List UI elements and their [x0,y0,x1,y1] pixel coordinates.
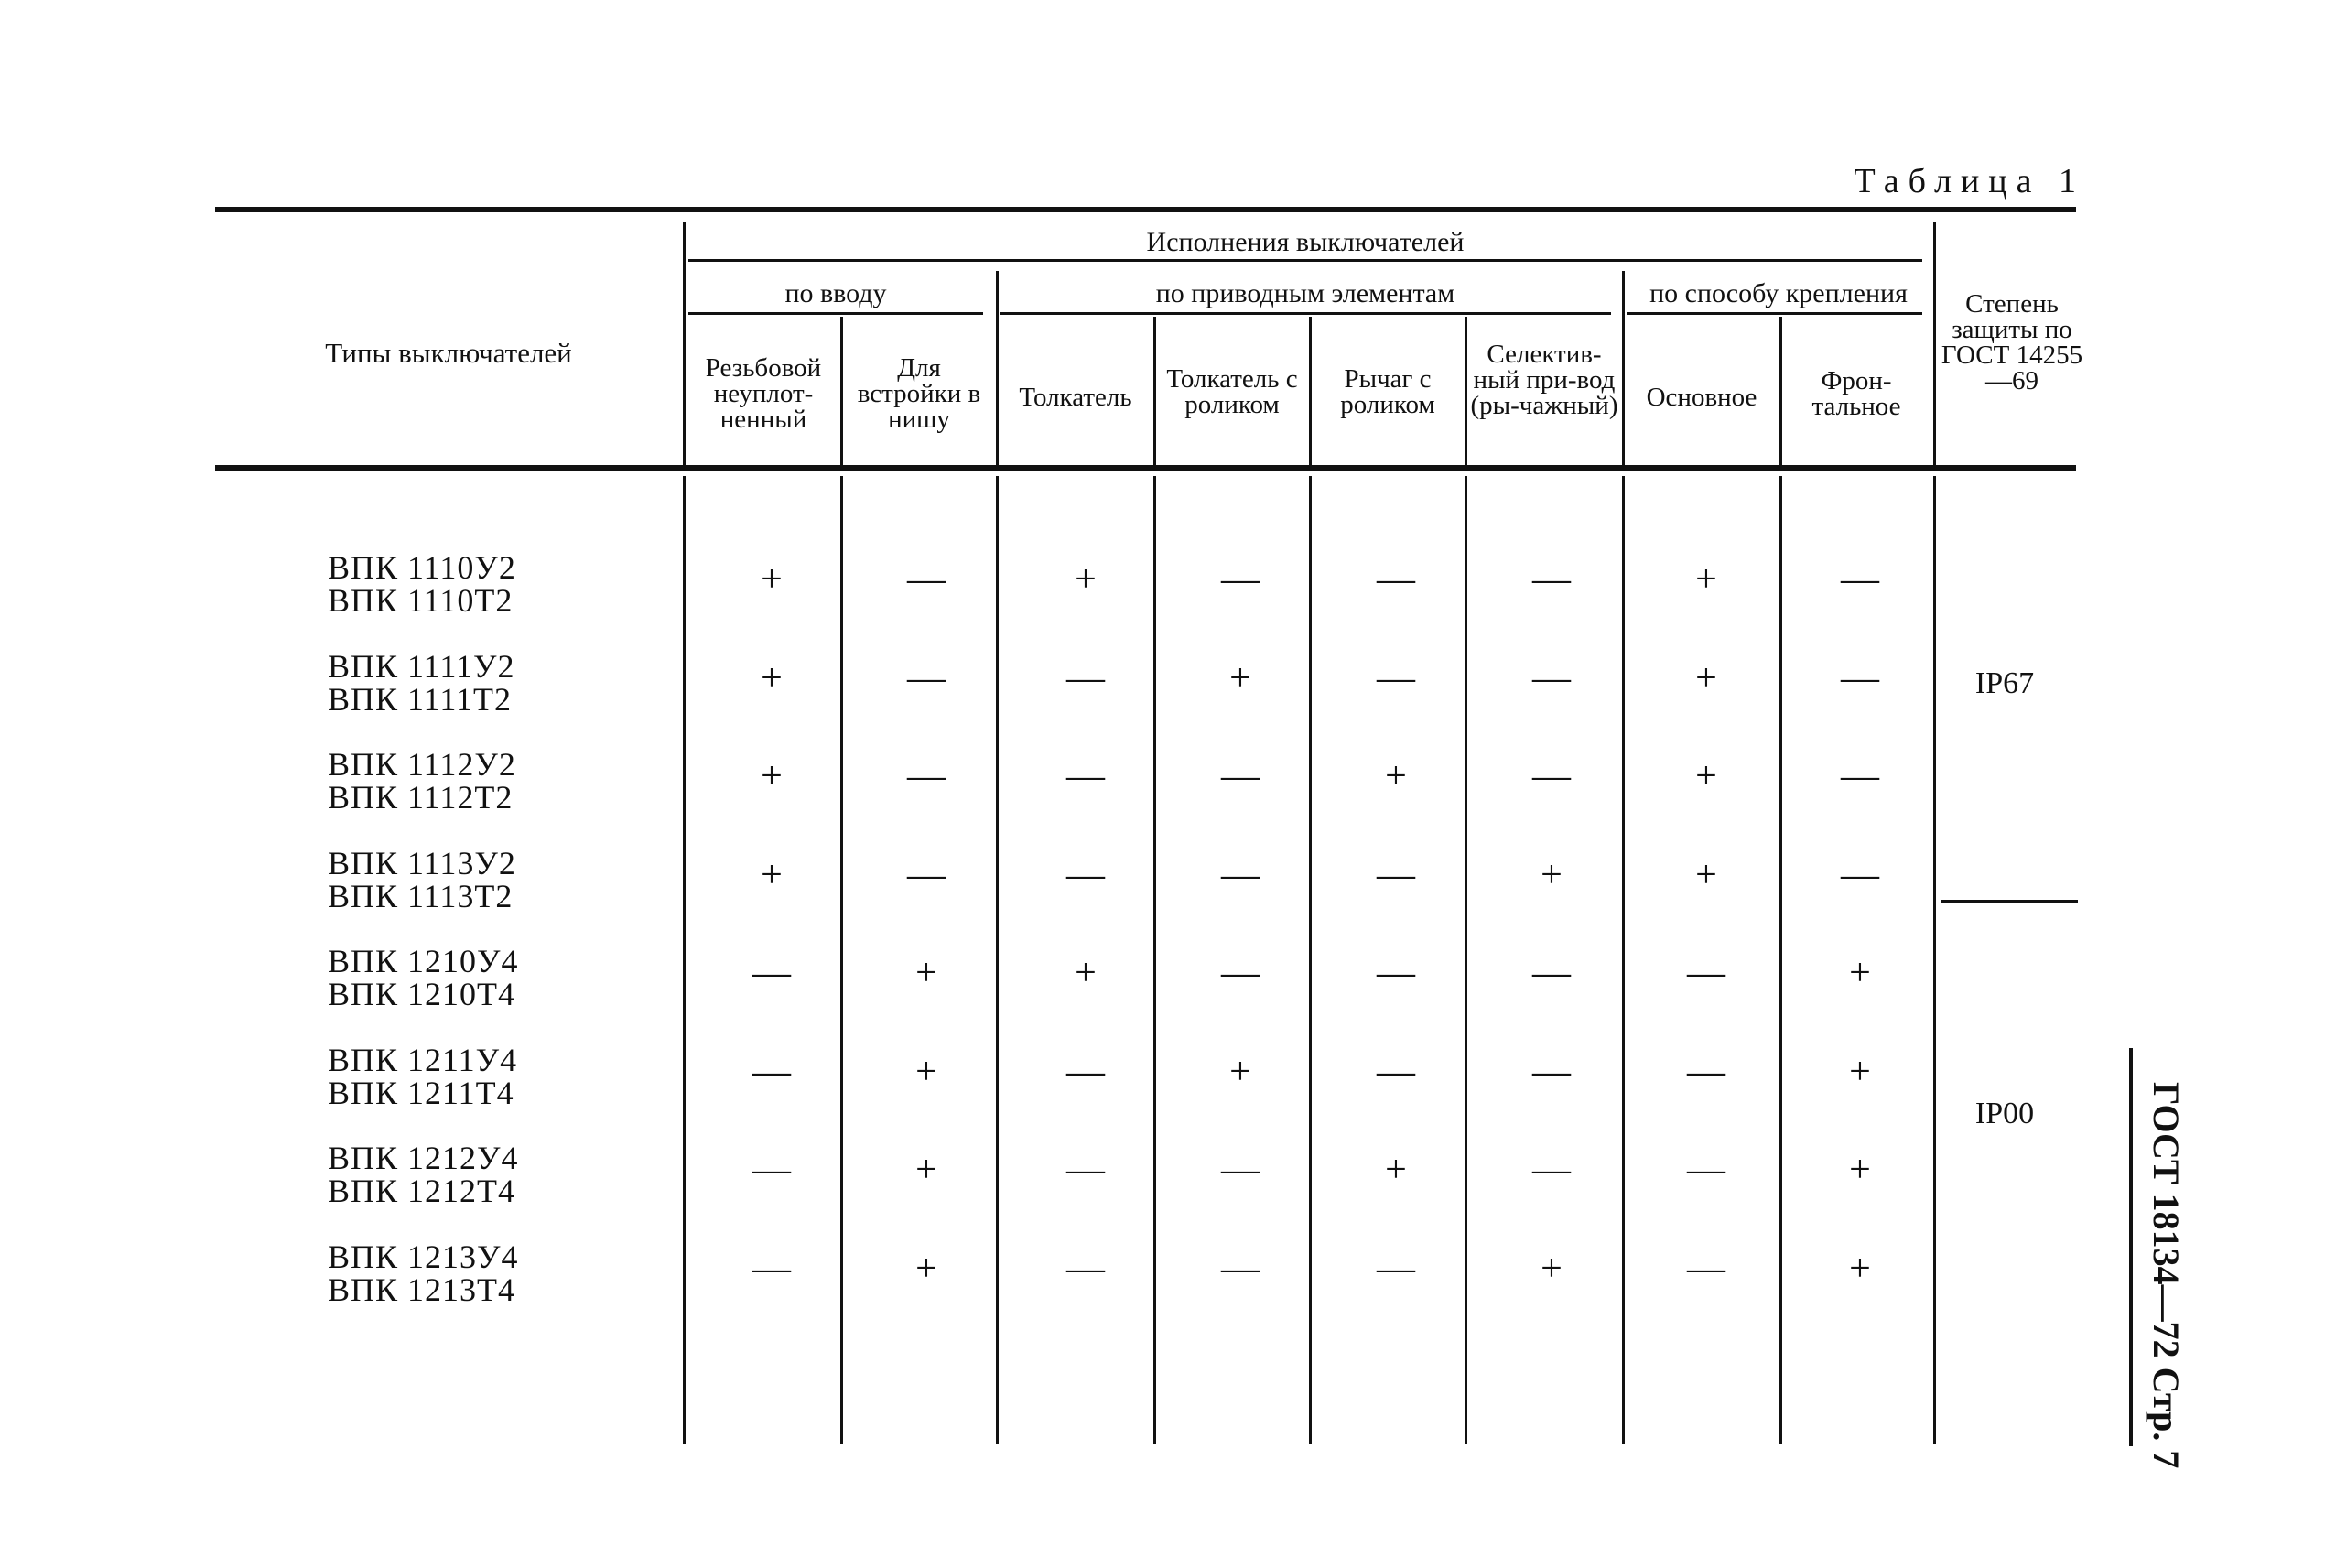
table-cell-mark: — [1532,656,1571,699]
group-rule-input [688,312,983,315]
table-cell-mark: + [761,656,783,699]
table-cell-mark: + [1541,1247,1563,1290]
table-cell-mark: + [1849,1050,1871,1093]
table-cell-mark: + [1385,755,1407,797]
table-cell-mark: + [915,1149,937,1191]
types-header: Типы выключателей [325,337,572,369]
table-cell-mark: — [1221,755,1260,797]
table-cell-mark: — [1841,558,1879,600]
type-label: ВПК 1113У2 [328,844,516,881]
table-row-type [328,1141,519,1207]
table-cell-mark: + [1541,853,1563,896]
type-label: ВПК 1210У4 [328,943,519,979]
table-cell-mark: — [1066,1050,1105,1093]
col-rule-0 [683,222,686,465]
type-label: ВПК 1211У4 [328,1041,518,1078]
table-cell-mark: + [1075,952,1097,994]
table-cell-mark: + [915,1247,937,1290]
table-cell-mark: — [1532,1050,1571,1093]
table-cell-mark: + [1385,1149,1407,1191]
table-cell-mark: — [1532,952,1571,994]
type-label: ВПК 1111У2 [328,647,515,685]
group-rule-drive [1000,312,1611,315]
type-label: ВПК 1110У2 [328,549,516,586]
col-header-threaded: Резьбовой неуплот-ненный [705,353,822,434]
table-cell-mark: + [1849,1247,1871,1290]
table-cell-mark: — [1687,1050,1725,1093]
table-cell-mark: + [1695,853,1717,896]
table-cell-mark: — [1687,1149,1725,1191]
table-cell-mark: — [1066,755,1105,797]
table-cell-mark: — [1066,656,1105,699]
col-header-lever-roller: Рычаг с роликом [1340,364,1435,419]
table-cell-mark: — [1532,755,1571,797]
side-page-label: ГОСТ 18134—72 Стр. 7 [2146,1082,2187,1469]
table-cell-mark: + [761,558,783,600]
table-cell-mark: — [1066,1247,1105,1290]
table-cell-mark: — [907,853,946,896]
executions-header: Исполнения выключателей [1146,227,1465,257]
table-row-type [328,844,516,914]
col-rule-1 [840,317,843,465]
table-cell-mark: + [915,952,937,994]
table-cell-mark: — [752,1050,791,1093]
table-cell-mark: — [1221,558,1260,600]
table-row-type [328,945,519,1011]
type-label: ВПК 1213Т4 [328,1271,516,1308]
col-header-main: Основное [1646,383,1757,412]
table-cell-mark: + [915,1050,937,1093]
table-cell-mark: — [1221,952,1260,994]
col-header-selective: Селектив-ный при-вод (ры-чажный) [1470,340,1618,420]
protection-ip00: IP00 [1974,1097,2035,1130]
col-rule-6 [1622,271,1625,465]
table-row-type [328,1041,518,1111]
table-cell-mark: — [1687,1247,1725,1290]
table-cell-mark: — [1687,952,1725,994]
table-cell-mark: — [907,656,946,699]
col-rule-2 [996,271,999,465]
table-cell-mark: + [1695,558,1717,600]
table-cell-mark: — [1841,853,1879,896]
col-header-front: Фрон-тальное [1811,366,1901,421]
col-header-niche: Для встройки в нишу [857,353,981,434]
table-cell-mark: — [752,952,791,994]
protection-header: Степень защиты по ГОСТ 14255—69 [1941,289,2083,395]
side-rule [2129,1048,2133,1446]
table-cell-mark: — [1841,656,1879,699]
group-mount: по способу крепления [1649,278,1908,308]
header-bottom-rule [215,465,2076,471]
table-row-type [328,748,516,814]
col-header-pusher-roller: Толкатель с роликом [1166,364,1298,419]
col-rule-5 [1465,317,1467,465]
top-rule [215,207,2076,212]
group-rule-mount [1628,312,1922,315]
group-drive: по приводным элементам [1155,278,1455,308]
table-cell-mark: — [752,1149,791,1191]
table-cell-mark: — [1066,1149,1105,1191]
type-label: ВПК 1113Т2 [328,877,514,914]
table-row-type [328,647,515,718]
type-label: ВПК 1210Т4 [328,976,516,1012]
type-label: ВПК 1110Т2 [328,582,514,619]
col-header-pusher: Толкатель [1019,383,1132,412]
col-rule-8 [1933,222,1936,465]
type-label: ВПК 1212У4 [328,1140,519,1176]
table-cell-mark: + [1229,656,1251,699]
table-cell-mark: — [1221,1247,1260,1290]
table-cell-mark: + [1229,1050,1251,1093]
table-cell-mark: — [1377,1050,1415,1093]
table-cell-mark: + [1695,755,1717,797]
body-rule-0 [683,476,686,1444]
type-label: ВПК 1211Т4 [328,1074,514,1111]
table-cell-mark: + [761,755,783,797]
table-cell-mark: + [1695,656,1717,699]
table-cell-mark: — [907,755,946,797]
table-cell-mark: — [1377,853,1415,896]
table-cell-mark: + [1075,558,1097,600]
table-cell-mark: — [752,1247,791,1290]
type-label: ВПК 1111Т2 [328,680,513,718]
group-input: по вводу [784,278,887,308]
table-cell-mark: — [907,558,946,600]
table-cell-mark: — [1221,853,1260,896]
executions-rule [688,259,1922,262]
table-row-type [328,551,516,617]
table-cell-mark: — [1841,755,1879,797]
table-cell-mark: + [1849,952,1871,994]
table-cell-mark: — [1377,558,1415,600]
table-cell-mark: + [761,853,783,896]
type-label: ВПК 1112У2 [328,746,516,783]
protection-ip67: IP67 [1974,666,2035,700]
table-cell-mark: + [1849,1149,1871,1191]
table-row-type [328,1240,519,1306]
type-label: ВПК 1213У4 [328,1238,519,1275]
table-cell-mark: — [1066,853,1105,896]
table-cell-mark: — [1377,1247,1415,1290]
protection-divider [1941,900,2078,903]
table-cell-mark: — [1377,656,1415,699]
table-cell-mark: — [1221,1149,1260,1191]
table-cell-mark: — [1532,1149,1571,1191]
col-rule-7 [1779,317,1782,465]
table-title: Таблица 1 [1854,162,2085,200]
type-label: ВПК 1212Т4 [328,1173,516,1209]
col-rule-3 [1153,317,1156,465]
col-rule-4 [1309,317,1312,465]
type-label: ВПК 1112Т2 [328,779,514,816]
table-cell-mark: — [1532,558,1571,600]
table-cell-mark: — [1377,952,1415,994]
